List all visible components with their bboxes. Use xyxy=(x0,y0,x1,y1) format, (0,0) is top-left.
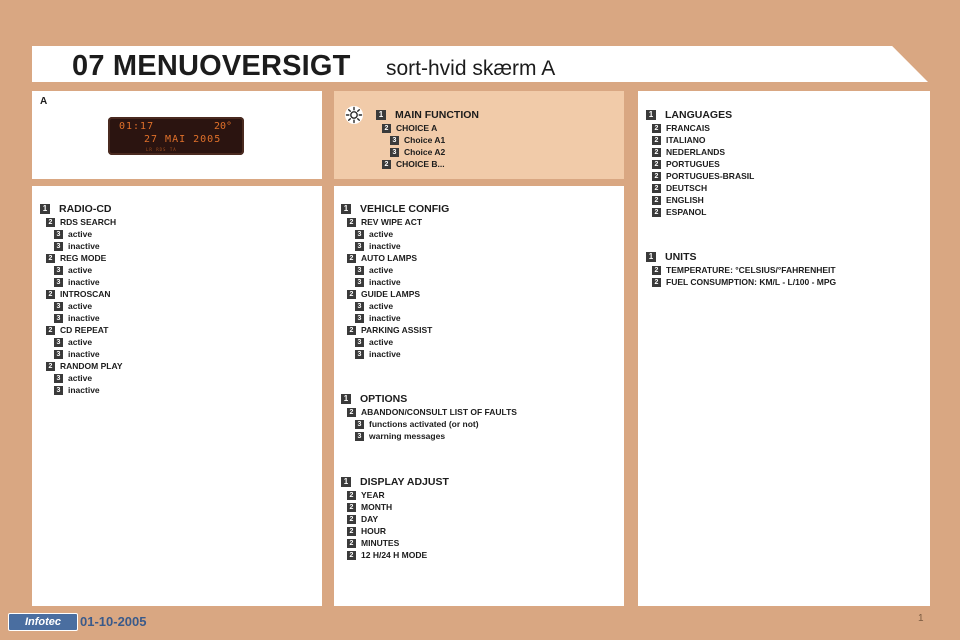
menu-label: Choice A2 xyxy=(404,147,446,157)
level-1-badge: 1 xyxy=(341,477,351,487)
level-2-badge: 2 xyxy=(46,362,55,371)
level-2-badge: 2 xyxy=(46,254,55,263)
menu-heading xyxy=(341,474,449,489)
level-2-badge: 2 xyxy=(46,326,55,335)
sun-brightness-icon xyxy=(343,104,365,126)
level-2-badge: 2 xyxy=(652,160,661,169)
menu-subitem xyxy=(351,348,449,360)
level-2-badge: 2 xyxy=(652,196,661,205)
level-2-badge: 2 xyxy=(347,551,356,560)
menu-label: DISPLAY ADJUST xyxy=(360,475,449,488)
display-adjust-menu xyxy=(341,474,449,561)
menu-label: MINUTES xyxy=(361,538,400,548)
level-3-badge: 3 xyxy=(54,278,63,287)
menu-label: ITALIANO xyxy=(666,135,706,145)
page-title: 07 MENUOVERSIGT xyxy=(72,50,351,82)
menu-heading xyxy=(646,249,836,264)
level-3-badge: 3 xyxy=(355,242,364,251)
level-2-badge: 2 xyxy=(652,184,661,193)
menu-label: active xyxy=(369,337,394,347)
level-1-badge: 1 xyxy=(341,204,351,214)
level-2-badge: 2 xyxy=(347,527,356,536)
menu-label: FUEL CONSUMPTION: KM/L - L/100 - MPG xyxy=(666,277,837,287)
menu-item xyxy=(652,146,754,158)
menu-item xyxy=(347,489,449,501)
menu-label: REG MODE xyxy=(60,253,107,263)
languages-menu xyxy=(646,107,754,218)
menu-label: LANGUAGES xyxy=(665,108,733,121)
level-2-badge: 2 xyxy=(347,515,356,524)
menu-label: inactive xyxy=(369,277,401,287)
level-1-badge: 1 xyxy=(40,204,50,214)
menu-subitem xyxy=(50,372,123,384)
level-2-badge: 2 xyxy=(652,172,661,181)
menu-label: RDS SEARCH xyxy=(60,217,117,227)
menu-label: Choice A1 xyxy=(404,135,446,145)
menu-label: DEUTSCH xyxy=(666,183,708,193)
menu-label: active xyxy=(68,373,93,383)
menu-label: inactive xyxy=(369,349,401,359)
menu-label: REV WIPE ACT xyxy=(361,217,423,227)
menu-item xyxy=(652,170,754,182)
menu-heading xyxy=(40,201,123,216)
level-3-badge: 3 xyxy=(54,266,63,275)
level-3-badge: 3 xyxy=(390,148,399,157)
level-1-badge: 1 xyxy=(646,110,656,120)
menu-label: inactive xyxy=(369,241,401,251)
level-2-badge: 2 xyxy=(347,218,356,227)
level-2-badge: 2 xyxy=(347,539,356,548)
menu-label: inactive xyxy=(68,385,100,395)
menu-item xyxy=(652,206,754,218)
menu-label: active xyxy=(369,265,394,275)
menu-item xyxy=(46,252,123,264)
menu-label: AUTO LAMPS xyxy=(361,253,418,263)
units-menu xyxy=(646,249,836,288)
level-1-badge: 1 xyxy=(341,394,351,404)
menu-subitem xyxy=(351,228,449,240)
level-3-badge: 3 xyxy=(54,350,63,359)
menu-label: CHOICE B... xyxy=(396,159,445,169)
menu-item xyxy=(652,194,754,206)
level-3-badge: 3 xyxy=(54,230,63,239)
display-indicators: LR RDS TA xyxy=(146,147,177,152)
radio-cd-menu xyxy=(40,201,123,396)
level-2-badge: 2 xyxy=(382,160,391,169)
level-3-badge: 3 xyxy=(54,386,63,395)
menu-item xyxy=(347,252,449,264)
level-3-badge: 3 xyxy=(355,278,364,287)
menu-label: inactive xyxy=(68,313,100,323)
menu-subitem xyxy=(50,276,123,288)
menu-label: DAY xyxy=(361,514,379,524)
level-2-badge: 2 xyxy=(652,136,661,145)
menu-label: MAIN FUNCTION xyxy=(395,108,479,121)
menu-label: NEDERLANDS xyxy=(666,147,726,157)
menu-label: ENGLISH xyxy=(666,195,704,205)
level-2-badge: 2 xyxy=(652,124,661,133)
menu-item xyxy=(382,122,479,134)
menu-item xyxy=(347,216,449,228)
menu-label: inactive xyxy=(68,349,100,359)
menu-label: ESPANOL xyxy=(666,207,707,217)
vehicle-config-menu xyxy=(341,201,449,360)
menu-subitem xyxy=(50,240,123,252)
menu-heading xyxy=(646,107,754,122)
menu-subitem xyxy=(50,336,123,348)
menu-label: MONTH xyxy=(361,502,393,512)
menu-label: ABANDON/CONSULT LIST OF FAULTS xyxy=(361,407,517,417)
menu-label: YEAR xyxy=(361,490,385,500)
menu-item xyxy=(382,158,479,170)
menu-item xyxy=(46,324,123,336)
menu-label: active xyxy=(68,229,93,239)
menu-label: HOUR xyxy=(361,526,387,536)
level-1-badge: 1 xyxy=(376,110,386,120)
menu-label: VEHICLE CONFIG xyxy=(360,202,450,215)
menu-label: warning messages xyxy=(369,431,446,441)
menu-item xyxy=(347,324,449,336)
menu-label: active xyxy=(68,337,93,347)
menu-label: 12 H/24 H MODE xyxy=(361,550,428,560)
menu-subitem xyxy=(351,240,449,252)
menu-item xyxy=(46,360,123,372)
menu-item xyxy=(46,216,123,228)
menu-subitem xyxy=(50,348,123,360)
level-3-badge: 3 xyxy=(54,242,63,251)
menu-item xyxy=(652,264,836,276)
menu-subitem xyxy=(386,134,479,146)
level-3-badge: 3 xyxy=(355,338,364,347)
level-3-badge: 3 xyxy=(355,230,364,239)
panel-a-label: A xyxy=(40,96,48,107)
level-2-badge: 2 xyxy=(347,408,356,417)
menu-item xyxy=(347,513,449,525)
menu-item xyxy=(652,158,754,170)
menu-label: CHOICE A xyxy=(396,123,438,133)
level-3-badge: 3 xyxy=(355,350,364,359)
page-number: 1 xyxy=(918,613,924,624)
menu-item xyxy=(347,288,449,300)
level-2-badge: 2 xyxy=(652,148,661,157)
menu-subitem xyxy=(50,300,123,312)
level-2-badge: 2 xyxy=(652,266,661,275)
menu-label: active xyxy=(369,229,394,239)
level-3-badge: 3 xyxy=(355,314,364,323)
display-date: 27 MAI 2005 xyxy=(144,134,222,145)
menu-label: PORTUGUES xyxy=(666,159,720,169)
menu-item xyxy=(652,134,754,146)
page-subtitle: sort-hvid skærm A xyxy=(386,57,556,80)
menu-label: inactive xyxy=(369,313,401,323)
menu-item xyxy=(347,525,449,537)
menu-subitem xyxy=(50,312,123,324)
level-2-badge: 2 xyxy=(652,278,661,287)
menu-label: active xyxy=(68,301,93,311)
menu-item xyxy=(46,288,123,300)
menu-label: INTROSCAN xyxy=(60,289,111,299)
menu-item xyxy=(347,537,449,549)
menu-label: TEMPERATURE: °CELSIUS/°FAHRENHEIT xyxy=(666,265,836,275)
menu-heading xyxy=(341,391,517,406)
level-3-badge: 3 xyxy=(355,420,364,429)
menu-subitem xyxy=(351,312,449,324)
menu-subitem xyxy=(386,146,479,158)
level-1-badge: 1 xyxy=(646,252,656,262)
options-menu xyxy=(341,391,517,442)
menu-subitem xyxy=(351,264,449,276)
menu-label: GUIDE LAMPS xyxy=(361,289,421,299)
menu-item xyxy=(347,406,517,418)
level-3-badge: 3 xyxy=(390,136,399,145)
menu-label: active xyxy=(68,265,93,275)
level-3-badge: 3 xyxy=(54,338,63,347)
level-2-badge: 2 xyxy=(46,218,55,227)
level-2-badge: 2 xyxy=(382,124,391,133)
menu-label: PORTUGUES-BRASIL xyxy=(666,171,755,181)
level-2-badge: 2 xyxy=(347,326,356,335)
footer-date: 01-10-2005 xyxy=(80,614,147,629)
menu-heading xyxy=(341,201,449,216)
menu-item xyxy=(347,549,449,561)
menu-item xyxy=(652,276,836,288)
menu-label: CD REPEAT xyxy=(60,325,109,335)
menu-label: functions activated (or not) xyxy=(369,419,479,429)
lcd-display xyxy=(108,117,244,155)
level-2-badge: 2 xyxy=(347,503,356,512)
menu-subitem xyxy=(351,300,449,312)
display-temperature: 20° xyxy=(213,121,232,132)
menu-subitem xyxy=(351,418,517,430)
main-function-menu xyxy=(376,107,479,170)
menu-label: PARKING ASSIST xyxy=(361,325,433,335)
level-3-badge: 3 xyxy=(355,432,364,441)
level-3-badge: 3 xyxy=(355,302,364,311)
menu-subitem xyxy=(50,228,123,240)
menu-label: UNITS xyxy=(665,250,697,263)
menu-label: inactive xyxy=(68,241,100,251)
menu-label: RADIO-CD xyxy=(59,202,112,215)
infotec-logo: Infotec xyxy=(8,613,78,631)
level-3-badge: 3 xyxy=(54,302,63,311)
level-2-badge: 2 xyxy=(347,290,356,299)
menu-subitem xyxy=(351,430,517,442)
menu-label: RANDOM PLAY xyxy=(60,361,123,371)
level-2-badge: 2 xyxy=(347,491,356,500)
menu-subitem xyxy=(351,336,449,348)
level-2-badge: 2 xyxy=(652,208,661,217)
level-2-badge: 2 xyxy=(46,290,55,299)
menu-label: inactive xyxy=(68,277,100,287)
menu-label: FRANCAIS xyxy=(666,123,710,133)
display-time: 01:17 xyxy=(119,121,155,132)
menu-item xyxy=(652,182,754,194)
menu-heading xyxy=(376,107,479,122)
menu-subitem xyxy=(351,276,449,288)
level-3-badge: 3 xyxy=(355,266,364,275)
level-2-badge: 2 xyxy=(347,254,356,263)
level-3-badge: 3 xyxy=(54,314,63,323)
menu-item xyxy=(347,501,449,513)
menu-subitem xyxy=(50,264,123,276)
menu-subitem xyxy=(50,384,123,396)
menu-label: active xyxy=(369,301,394,311)
menu-item xyxy=(652,122,754,134)
level-3-badge: 3 xyxy=(54,374,63,383)
menu-label: OPTIONS xyxy=(360,392,408,405)
